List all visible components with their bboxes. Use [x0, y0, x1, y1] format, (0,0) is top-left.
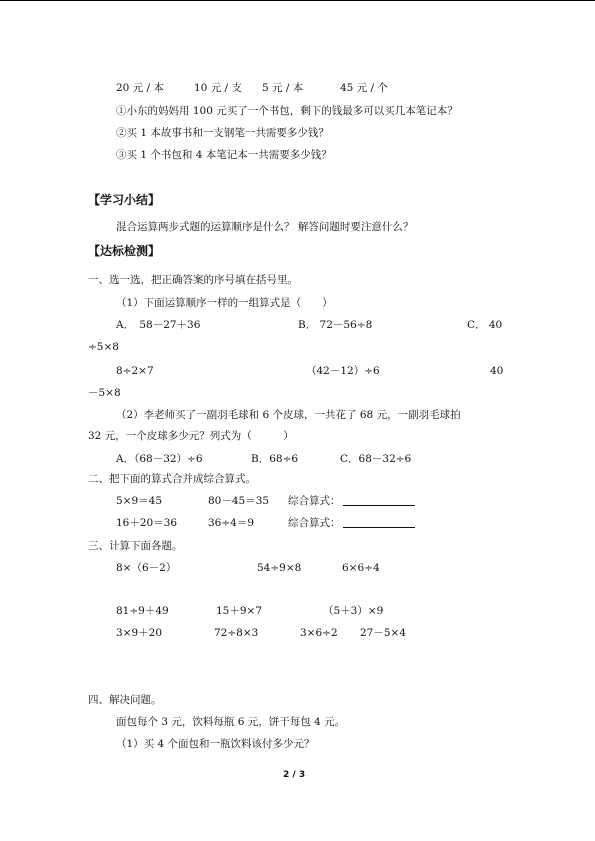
part2-row2-answer [288, 516, 415, 530]
part4-title: 四、解决问题。 [88, 694, 162, 706]
part4-info: 面包每个 3 元，饮料每瓶 6 元，饼干每包 4 元。 [116, 716, 346, 728]
part1-q1-row2-b: （42－12）÷6 [306, 365, 380, 377]
test-heading: 【达标检测】 [88, 244, 161, 258]
price-question-3: ③买 1 个书包和 4 本笔记本一共需要多少钱？ [116, 149, 332, 161]
answer-label: 综合算式： [288, 495, 341, 507]
part1-q2-option-c: C．68－32÷6 [340, 453, 412, 465]
part2-row1-eq2: 80－45＝35 [208, 495, 270, 507]
part4-q1: （1）买 4 个面包和一瓶饮料该付多少元？ [116, 738, 315, 750]
part3-title: 三、计算下面各题。 [88, 540, 183, 552]
part1-q1-row2-c: 40 [490, 365, 504, 377]
calc-item: 15＋9×7 [216, 605, 263, 617]
price-pen: 10 元 / 支 [194, 82, 242, 94]
calc-item: 8×（6－2） [116, 562, 177, 574]
part1-q1-row2-a: 8÷2×7 [116, 365, 154, 377]
calc-item: 27－5×4 [360, 627, 407, 639]
price-notebook: 5 元 / 本 [262, 82, 304, 94]
part2-row1-eq1: 5×9＝45 [116, 495, 163, 507]
part1-q1-row1-wrap: ÷5×8 [88, 341, 119, 353]
part1-q1-option-a: A． 58－27＋36 [116, 319, 201, 331]
calc-item: 54÷9×8 [257, 562, 302, 574]
answer-label: 综合算式： [288, 517, 341, 529]
top-border [0, 0, 595, 1]
part1-q1-row2-wrap: －5×8 [88, 387, 121, 399]
part1-title: 一、选一选，把正确答案的序号填在括号里。 [88, 274, 298, 286]
part1-q2-option-b: B．68÷6 [251, 453, 299, 465]
summary-heading: 【学习小结】 [88, 193, 161, 207]
price-question-1: ①小东的妈妈用 100 元买了一个书包，剩下的钱最多可以买几本笔记本？ [116, 105, 458, 117]
part1-q2-line1: （2）李老师买了一副羽毛球和 6 个皮球，一共花了 68 元，一副羽毛球拍 [116, 409, 461, 421]
price-bag: 45 元 / 个 [340, 82, 388, 94]
part1-q2-option-a: A．（68－32）÷6 [116, 453, 203, 465]
calc-item: 81÷9＋49 [116, 605, 169, 617]
part2-row2-eq1: 16＋20＝36 [116, 517, 178, 529]
part2-title: 二、把下面的算式合并成综合算式。 [88, 473, 256, 485]
part1-q2-line2: 32 元，一个皮球多少元？列式为（ ） [88, 430, 294, 442]
price-book: 20 元 / 本 [116, 82, 164, 94]
answer-blank[interactable] [343, 494, 415, 506]
calc-item: 72÷8×3 [214, 627, 259, 639]
page-number: 2 / 3 [283, 770, 306, 780]
part1-q1-option-c: C． 40 [467, 319, 503, 331]
part1-q1-option-b: B． 72－56÷8 [298, 319, 373, 331]
calc-item: （5＋3）×9 [323, 605, 384, 617]
part2-row1-answer [288, 494, 415, 508]
calc-item: 6×6÷4 [342, 562, 380, 574]
part1-q1-stem: （1）下面运算顺序一样的一组算式是（ ） [116, 297, 333, 309]
answer-blank[interactable] [343, 516, 415, 528]
calc-item: 3×6÷2 [300, 627, 338, 639]
summary-text: 混合运算两步式题的运算顺序是什么？ 解答问题时要注意什么？ [116, 221, 414, 233]
part2-row2-eq2: 36÷4＝9 [208, 517, 255, 529]
calc-item: 3×9＋20 [116, 627, 163, 639]
price-question-2: ②买 1 本故事书和一支钢笔一共需要多少钱？ [116, 127, 329, 139]
